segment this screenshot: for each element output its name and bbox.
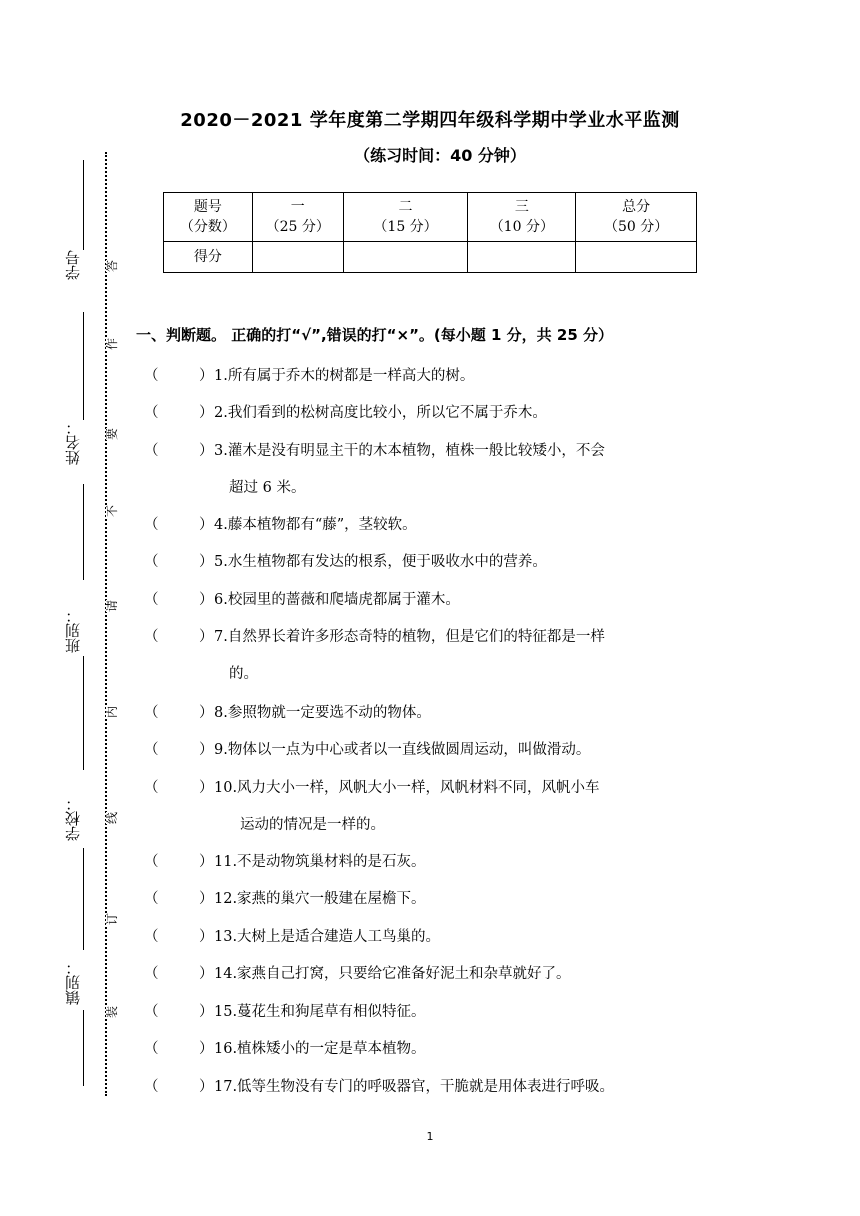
answer-paren-close: ） <box>199 742 214 758</box>
question-text: 9.物体以一点为中心或者以一直线做圆周运动，叫做滑动。 <box>214 742 591 758</box>
name-label: 姓名： <box>64 420 82 465</box>
score-cell-part1[interactable] <box>252 242 343 273</box>
answer-paren-open[interactable]: （ <box>144 929 159 945</box>
answer-paren-close: ） <box>199 1041 214 1057</box>
question-text: 6.校园里的蔷薇和爬墙虎都属于灌木。 <box>214 592 460 608</box>
exam-subtitle: （练习时间：40 分钟） <box>354 146 526 165</box>
binding-char: 装 <box>105 1005 120 1019</box>
score-cell-part2[interactable] <box>343 242 468 273</box>
binding-dotted-line <box>105 152 107 1096</box>
binding-char: 线 <box>105 811 120 825</box>
score-table <box>163 192 697 273</box>
question-text: 16.植株矮小的一定是草本植物。 <box>214 1041 426 1057</box>
binding-char: 作 <box>105 337 120 351</box>
class-label: 班别： <box>64 608 82 653</box>
answer-paren-close: ） <box>199 405 214 421</box>
answer-paren-close: ） <box>199 629 214 645</box>
answer-paren-close: ） <box>199 854 214 870</box>
answer-paren-close: ） <box>199 1079 214 1095</box>
answer-paren-close: ） <box>199 517 214 533</box>
score-row-label: 得分 <box>164 242 253 273</box>
answer-paren-close: ） <box>199 554 214 570</box>
score-header-cell: 三 （10 分） <box>468 193 576 242</box>
town-label: 镇别： <box>64 960 82 1005</box>
score-cell-part3[interactable] <box>468 242 576 273</box>
question-text: 10.风力大小一样，风帆大小一样，风帆材料不同，风帆小车 <box>214 780 600 796</box>
score-cell-total[interactable] <box>576 242 697 273</box>
blank-line-between[interactable] <box>83 656 84 770</box>
binding-char: 订 <box>105 912 120 926</box>
binding-char: 答 <box>105 259 120 273</box>
question-text: 1.所有属于乔木的树都是一样高大的树。 <box>214 368 475 384</box>
binding-char: 请 <box>105 599 120 613</box>
answer-paren-open[interactable]: （ <box>144 368 159 384</box>
answer-paren-close: ） <box>199 368 214 384</box>
answer-paren-close: ） <box>199 966 214 982</box>
score-header-cell: 二 （15 分） <box>343 193 468 242</box>
binding-char: 要 <box>105 427 120 441</box>
answer-paren-open[interactable]: （ <box>144 1041 159 1057</box>
answer-paren-open[interactable]: （ <box>144 1079 159 1095</box>
blank-line-class[interactable] <box>83 484 84 580</box>
question-text: 7.自然界长着许多形态奇特的植物，但是它们的特征都是一样 <box>214 629 605 645</box>
page-number: 1 <box>426 1130 434 1143</box>
answer-paren-close: ） <box>199 705 214 721</box>
answer-paren-open[interactable]: （ <box>144 891 159 907</box>
answer-paren-close: ） <box>199 780 214 796</box>
blank-line-name[interactable] <box>83 312 84 420</box>
answer-paren-close: ） <box>199 929 214 945</box>
question-continuation: 运动的情况是一样的。 <box>240 817 385 833</box>
answer-paren-open[interactable]: （ <box>144 854 159 870</box>
blank-line-student-id[interactable] <box>83 160 84 250</box>
answer-paren-open[interactable]: （ <box>144 405 159 421</box>
answer-paren-open[interactable]: （ <box>144 443 159 459</box>
question-text: 11.不是动物筑巢材料的是石灰。 <box>214 854 426 870</box>
answer-paren-open[interactable]: （ <box>144 592 159 608</box>
score-header-cell: 题号 （分数） <box>164 193 253 242</box>
question-text: 12.家燕的巢穴一般建在屋檐下。 <box>214 891 426 907</box>
answer-paren-open[interactable]: （ <box>144 780 159 796</box>
school-label: 学校： <box>64 796 82 841</box>
student-id-label: 学号 <box>64 250 82 280</box>
answer-paren-open[interactable]: （ <box>144 554 159 570</box>
question-text: 14.家燕自己打窝，只要给它准备好泥土和杂草就好了。 <box>214 966 571 982</box>
answer-paren-close: ） <box>199 1004 214 1020</box>
question-continuation: 超过 6 米。 <box>229 480 306 496</box>
question-text: 15.蔓花生和狗尾草有相似特征。 <box>214 1004 426 1020</box>
answer-paren-open[interactable]: （ <box>144 629 159 645</box>
question-text: 13.大树上是适合建造人工鸟巢的。 <box>214 929 441 945</box>
section-1-heading: 一、判断题。 正确的打“√”,错误的打“×”。(每小题 1 分，共 25 分） <box>136 326 613 344</box>
score-header-cell: 总分 （50 分） <box>576 193 697 242</box>
question-text: 4.藤本植物都有“藤”，茎较软。 <box>214 517 417 533</box>
score-header-cell: 一 （25 分） <box>252 193 343 242</box>
question-continuation: 的。 <box>229 666 258 682</box>
binding-char: 不 <box>105 504 120 518</box>
question-text: 17.低等生物没有专门的呼吸器官，干脆就是用体表进行呼吸。 <box>214 1079 615 1095</box>
answer-paren-close: ） <box>199 592 214 608</box>
answer-paren-open[interactable]: （ <box>144 705 159 721</box>
answer-paren-close: ） <box>199 443 214 459</box>
blank-line-school[interactable] <box>83 848 84 950</box>
question-text: 5.水生植物都有发达的根系，便于吸收水中的营养。 <box>214 554 547 570</box>
binding-char: 内 <box>105 705 120 719</box>
score-table-score-row <box>164 242 697 273</box>
question-text: 2.我们看到的松树高度比较小，所以它不属于乔木。 <box>214 405 547 421</box>
score-table-header-row <box>164 193 697 242</box>
answer-paren-open[interactable]: （ <box>144 742 159 758</box>
question-text: 3.灌木是没有明显主干的木本植物，植株一般比较矮小，不会 <box>214 443 605 459</box>
answer-paren-close: ） <box>199 891 214 907</box>
question-text: 8.参照物就一定要选不动的物体。 <box>214 705 431 721</box>
answer-paren-open[interactable]: （ <box>144 1004 159 1020</box>
answer-paren-open[interactable]: （ <box>144 966 159 982</box>
blank-line-town[interactable] <box>83 1010 84 1086</box>
answer-paren-open[interactable]: （ <box>144 517 159 533</box>
exam-title: 2020－2021 学年度第二学期四年级科学期中学业水平监测 <box>180 110 680 131</box>
